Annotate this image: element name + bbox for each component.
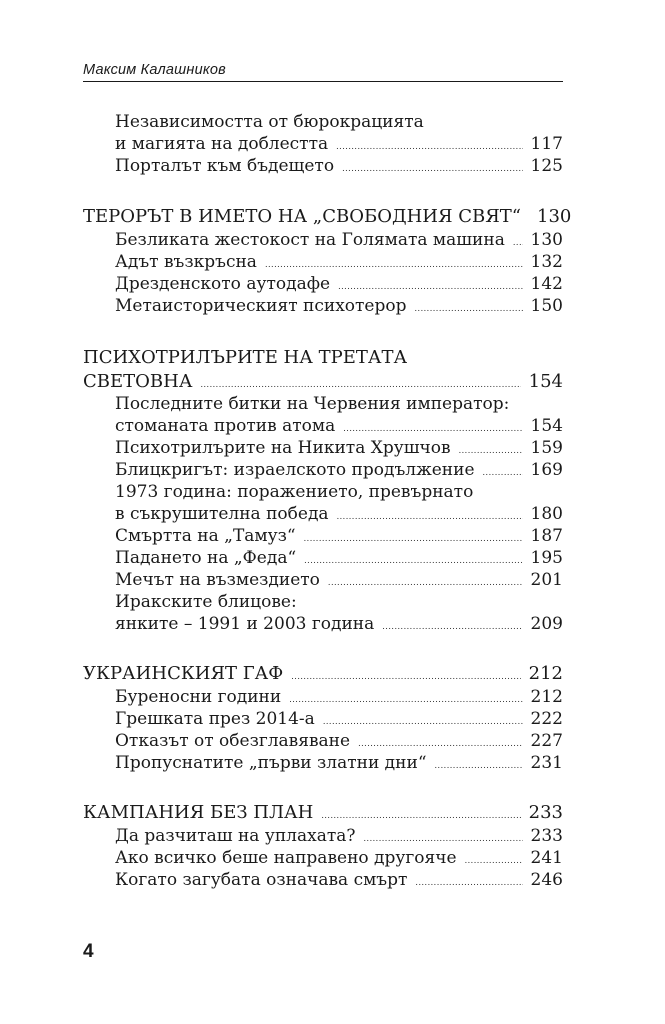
toc-page-number: 159: [530, 438, 563, 458]
toc-page-number: 142: [530, 274, 563, 294]
toc-entry: [115, 393, 509, 415]
toc-entry-title: Адът възкръсна: [115, 252, 257, 272]
toc-entry-title: Независимостта от бюрокрацията: [115, 112, 424, 132]
toc-entry: [115, 613, 563, 638]
toc-entry-title: Безликата жестокост на Голямата машина: [115, 230, 505, 250]
toc-entry-title: Да разчиташ на уплахата?: [115, 826, 356, 846]
toc-page-number: 201: [530, 570, 563, 590]
toc-entry: [115, 481, 473, 503]
toc-page-number: 187: [530, 526, 563, 546]
toc-entry-title: Мечът на възмездието: [115, 570, 320, 590]
toc-page-number: 227: [530, 731, 563, 751]
dot-leader: [415, 298, 523, 320]
toc-entry: [115, 111, 424, 133]
toc-entry-title: Дрезденското аутодафе: [115, 274, 331, 294]
toc-entry-title: Психотрилърите на Никита Хрушчов: [115, 438, 451, 458]
toc-entry-title: и магията на доблестта: [115, 134, 329, 154]
toc-entry-title: Ако всичко беше направено другояче: [115, 848, 457, 868]
toc-page-number: 222: [530, 709, 563, 729]
toc-entry-title: Падането на „Феда“: [115, 548, 297, 568]
toc-page-number: 241: [530, 848, 563, 868]
toc-page-number: 169: [530, 460, 563, 480]
toc-entry: [115, 869, 563, 894]
toc-chapter: [83, 802, 563, 827]
toc-page-number: 233: [530, 826, 563, 846]
toc-entry-title: Смъртта на „Тамуз“: [115, 526, 296, 546]
toc-entry-title: Блицкригът: израелското продължение: [115, 460, 475, 480]
toc-entry-title: янките – 1991 и 2003 година: [115, 614, 375, 634]
toc-entry: [115, 752, 563, 777]
toc-entry-title: 1973 година: поражението, превърнато: [115, 482, 474, 502]
toc-page-number: 150: [530, 296, 563, 316]
toc-page-number: 231: [530, 753, 563, 773]
dot-leader: [382, 616, 522, 638]
toc-page-number: 154: [528, 371, 563, 392]
toc-entry: [115, 295, 563, 320]
dot-leader: [328, 572, 523, 594]
dot-leader: [321, 805, 520, 827]
toc-chapter-title: КАМПАНИЯ БЕЗ ПЛАН: [83, 802, 314, 823]
dot-leader: [435, 755, 523, 777]
toc-page-number: 130: [537, 206, 572, 227]
toc-page-number: 130: [530, 230, 563, 250]
toc-page-number: 154: [530, 416, 563, 436]
page-number: 4: [83, 941, 94, 962]
toc-entry: [115, 591, 297, 613]
toc-entry-title: стоманата против атома: [115, 416, 336, 436]
toc-page-number: 212: [528, 663, 563, 684]
toc-entry-title: Последните битки на Червения император:: [115, 394, 510, 414]
toc-chapter: [83, 206, 572, 231]
toc-entry-title: Пропуснатите „първи златни дни“: [115, 753, 427, 773]
toc-page-number: 246: [530, 870, 563, 890]
toc-chapter-title: УКРАИНСКИЯТ ГАФ: [83, 663, 284, 684]
dot-leader: [342, 158, 522, 180]
toc-entry: [115, 155, 563, 180]
toc-chapter-title: СВЕТОВНА: [83, 371, 193, 392]
toc-entry-title: Отказът от обезглавяване: [115, 731, 351, 751]
toc-entry-title: Буреносни години: [115, 687, 282, 707]
toc-entry-title: Порталът към бъдещето: [115, 156, 335, 176]
toc-page-number: 195: [530, 548, 563, 568]
toc-page-number: 132: [530, 252, 563, 272]
toc-entry-title: Иракските блицове:: [115, 592, 297, 612]
toc-chapter: [83, 663, 563, 688]
toc-page-number: 233: [528, 802, 563, 823]
dot-leader: [291, 666, 520, 688]
toc-chapter-title: ПСИХОТРИЛЪРИТЕ НА ТРЕТАТА: [83, 347, 408, 368]
toc-entry-title: Когато загубата означава смърт: [115, 870, 408, 890]
toc-page-number: 125: [530, 156, 563, 176]
toc-chapter-title: ТЕРОРЪТ В ИМЕТО НА „СВОБОДНИЯ СВЯТ“: [83, 206, 522, 227]
toc-page-number: 117: [530, 134, 563, 154]
dot-leader: [483, 462, 523, 484]
toc-entry-title: Грешката през 2014-а: [115, 709, 315, 729]
toc-page-number: 212: [530, 687, 563, 707]
dot-leader: [415, 872, 522, 894]
toc-page-number: 209: [530, 614, 563, 634]
toc-entry-title: в съкрушителна победа: [115, 504, 329, 524]
author-name: Максим Калашников: [83, 62, 226, 78]
toc-entry-title: Метаисторическият психотерор: [115, 296, 407, 316]
toc-chapter: [83, 347, 407, 369]
toc-page-number: 180: [530, 504, 563, 524]
